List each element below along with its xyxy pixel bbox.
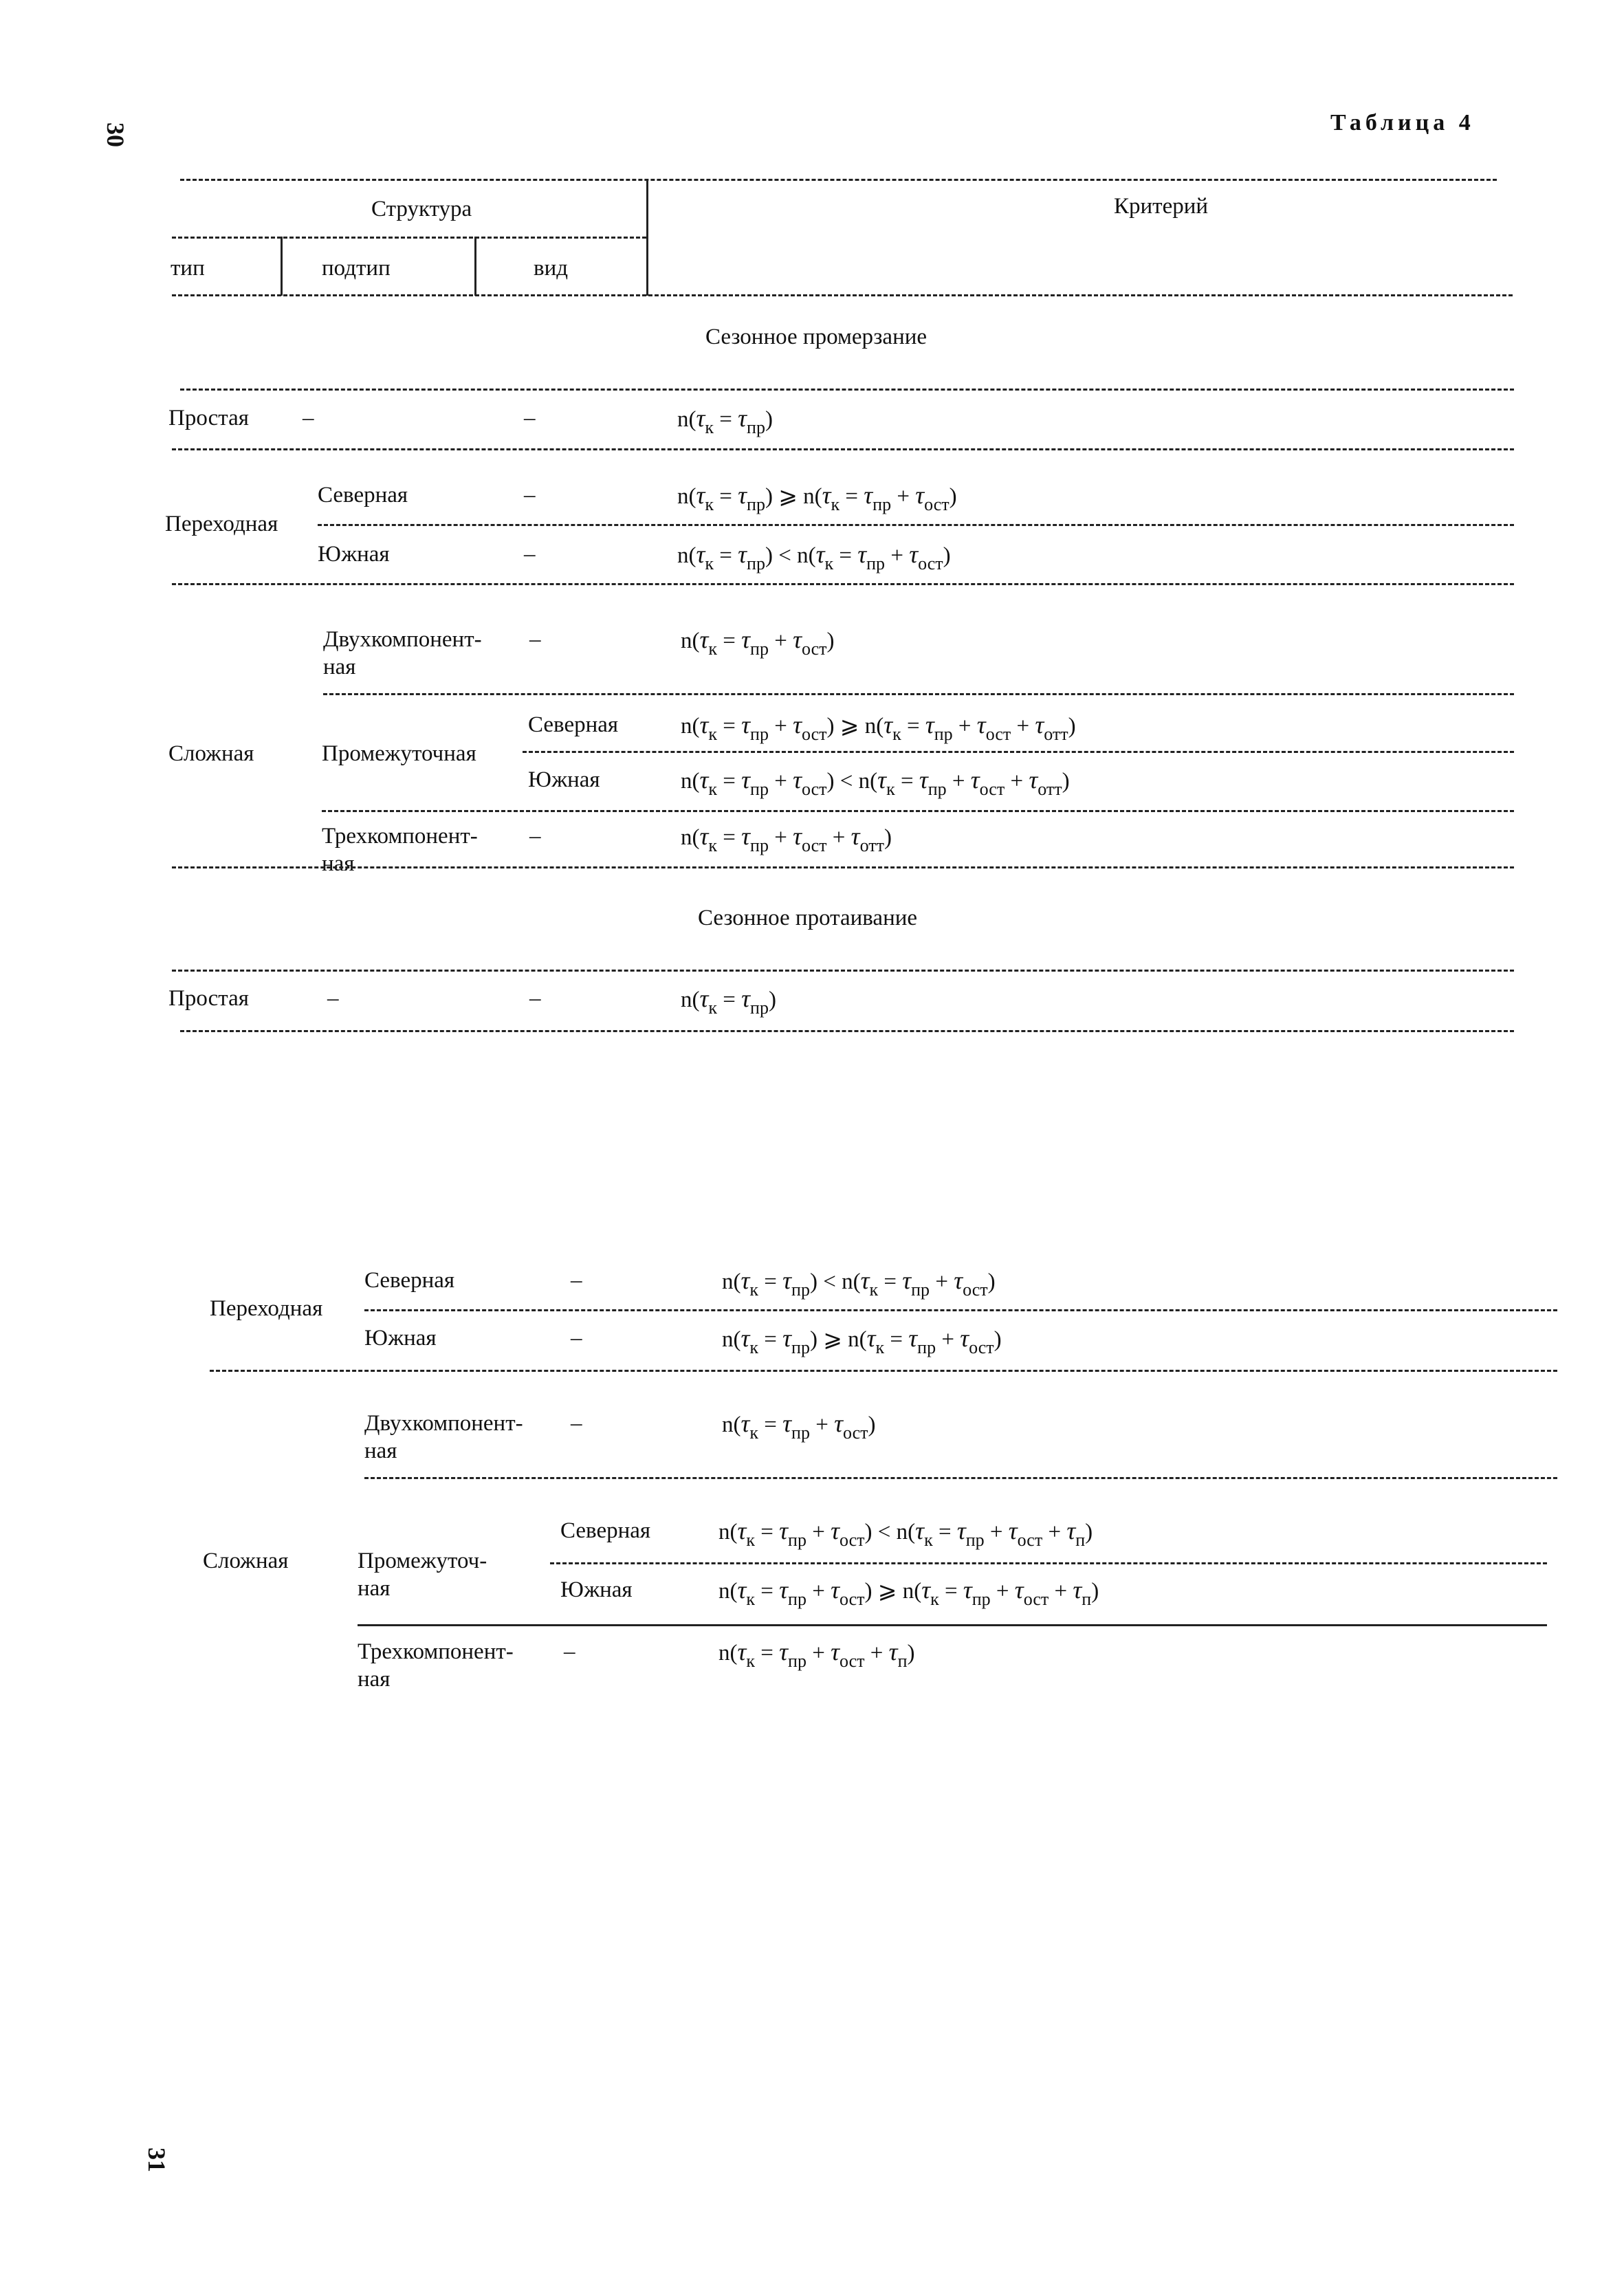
rule bbox=[323, 693, 1514, 695]
header-criterion: Критерий bbox=[1114, 194, 1209, 219]
header-subtype: подтип bbox=[322, 256, 391, 281]
rule bbox=[180, 389, 1514, 391]
dash-cell: – bbox=[571, 1268, 582, 1293]
section-freezing-title: Сезонное промерзание bbox=[705, 325, 928, 349]
dash-cell: – bbox=[524, 542, 536, 567]
rule bbox=[322, 810, 1514, 812]
label-two-component-1: Двухкомпонент- bbox=[323, 627, 482, 652]
label-three-component-2: ная bbox=[322, 851, 355, 876]
label-northern: Северная bbox=[364, 1268, 455, 1293]
label-complex: Сложная bbox=[203, 1549, 289, 1573]
table-title: Таблица 4 bbox=[1330, 110, 1475, 135]
label-northern: Северная bbox=[318, 483, 408, 507]
formula-complex-intermediate-southern: $n(\tau_к = \tau_{пр} + \tau_{ост}) < n(\tau_к = \tau_{пр} + \tau_{ост} + \tau_{отт})$ bbox=[681, 766, 1070, 799]
rule bbox=[364, 1309, 1557, 1311]
header-structure: Структура bbox=[371, 197, 472, 221]
formula-complex-three-component: $n(\tau_к = \tau_{пр} + \tau_{ост} + \tau_{отт})$ bbox=[681, 822, 892, 855]
label-northern: Северная bbox=[528, 712, 619, 737]
dash-cell: – bbox=[529, 627, 541, 652]
label-three-component-1: Трехкомпонент- bbox=[358, 1639, 514, 1664]
page-number-top: 30 bbox=[102, 122, 129, 147]
header-divider-subtype bbox=[474, 237, 476, 296]
label-southern: Южная bbox=[560, 1577, 633, 1602]
table-top-rule bbox=[180, 179, 1497, 181]
label-two-component-1: Двухкомпонент- bbox=[364, 1411, 523, 1436]
rule bbox=[172, 970, 1514, 972]
label-intermediate-1: Промежуточ- bbox=[358, 1549, 487, 1573]
label-three-component-1: Трехкомпонент- bbox=[322, 824, 478, 849]
header-divider-type bbox=[281, 237, 283, 296]
dash-cell: – bbox=[564, 1639, 575, 1664]
rule bbox=[358, 1624, 1547, 1626]
header-mid-rule bbox=[172, 237, 646, 239]
dash-cell: – bbox=[303, 406, 314, 430]
page-number-bottom: 31 bbox=[143, 2147, 171, 2172]
dash-cell: – bbox=[571, 1326, 582, 1351]
dash-cell: – bbox=[571, 1411, 582, 1436]
dash-cell: – bbox=[524, 483, 536, 507]
label-complex: Сложная bbox=[168, 741, 254, 766]
formula-transitional-northern: $n(\tau_к = \tau_{пр})$ ⩾ $n(\tau_к = \tau_{пр} + \tau_{ост})$ bbox=[677, 481, 957, 514]
formula-complex-two-component: $n(\tau_к = \tau_{пр} + \tau_{ост})$ bbox=[681, 626, 835, 659]
rule bbox=[172, 448, 1514, 450]
rule bbox=[523, 751, 1514, 753]
header-bottom-rule bbox=[172, 294, 1513, 296]
dash-cell: – bbox=[529, 824, 541, 849]
formula-lower-complex-two-component: $n(\tau_к = \tau_{пр} + \tau_{ост})$ bbox=[722, 1410, 876, 1443]
rule bbox=[364, 1477, 1557, 1479]
formula-transitional-southern: $n(\tau_к = \tau_{пр}) < n(\tau_к = \tau_{пр} + \tau_{ост})$ bbox=[677, 540, 951, 573]
rule bbox=[172, 583, 1514, 585]
formula-lower-transitional-southern: $n(\tau_к = \tau_{пр})$ ⩾ $n(\tau_к = \tau_{пр} + \tau_{ост})$ bbox=[722, 1324, 1002, 1357]
label-simple: Простая bbox=[168, 986, 249, 1011]
rule bbox=[550, 1562, 1547, 1564]
label-intermediate-2: ная bbox=[358, 1576, 391, 1601]
label-northern: Северная bbox=[560, 1518, 651, 1543]
rule bbox=[318, 524, 1514, 526]
label-southern: Южная bbox=[318, 542, 390, 567]
section-thawing-title: Сезонное протаивание bbox=[698, 906, 918, 930]
formula-lower-transitional-northern: $n(\tau_к = \tau_{пр}) < n(\tau_к = \tau_{пр} + \tau_{ост})$ bbox=[722, 1267, 996, 1300]
header-type: тип bbox=[171, 256, 205, 281]
formula-simple-thawing: $n(\tau_к = \tau_{пр})$ bbox=[681, 985, 776, 1018]
rule bbox=[172, 866, 1514, 868]
label-three-component-2: ная bbox=[358, 1667, 391, 1692]
header-kind: вид bbox=[534, 256, 569, 281]
rule bbox=[180, 1030, 1514, 1032]
rule bbox=[210, 1370, 1557, 1372]
dash-cell: – bbox=[529, 986, 541, 1011]
formula-lower-complex-three-component: $n(\tau_к = \tau_{пр} + \tau_{ост} + \tau_п)$ bbox=[718, 1638, 915, 1671]
formula-lower-complex-intermediate-southern: $n(\tau_к = \tau_{пр} + \tau_{ост})$ ⩾ $n(\tau_к = \tau_{пр} + \tau_{ост} + \tau_п)$ bbox=[718, 1576, 1099, 1609]
formula-simple-freezing: $n(\tau_к = \tau_{пр})$ bbox=[677, 404, 773, 437]
dash-cell: – bbox=[524, 406, 536, 430]
label-transitional: Переходная bbox=[210, 1296, 323, 1321]
label-two-component-2: ная bbox=[364, 1439, 397, 1463]
label-southern: Южная bbox=[364, 1326, 437, 1351]
label-transitional: Переходная bbox=[165, 512, 278, 536]
dash-cell: – bbox=[327, 986, 339, 1011]
label-two-component-2: ная bbox=[323, 655, 356, 679]
header-divider bbox=[646, 179, 648, 296]
formula-lower-complex-intermediate-northern: $n(\tau_к = \tau_{пр} + \tau_{ост}) < n(\tau_к = \tau_{пр} + \tau_{ост} + \tau_п)$ bbox=[718, 1517, 1093, 1550]
formula-complex-intermediate-northern: $n(\tau_к = \tau_{пр} + \tau_{ост})$ ⩾ $n(\tau_к = \tau_{пр} + \tau_{ост} + \tau_{отт})$ bbox=[681, 711, 1076, 744]
label-intermediate: Промежуточная bbox=[322, 741, 476, 766]
label-southern: Южная bbox=[528, 767, 600, 792]
label-simple: Простая bbox=[168, 406, 249, 430]
